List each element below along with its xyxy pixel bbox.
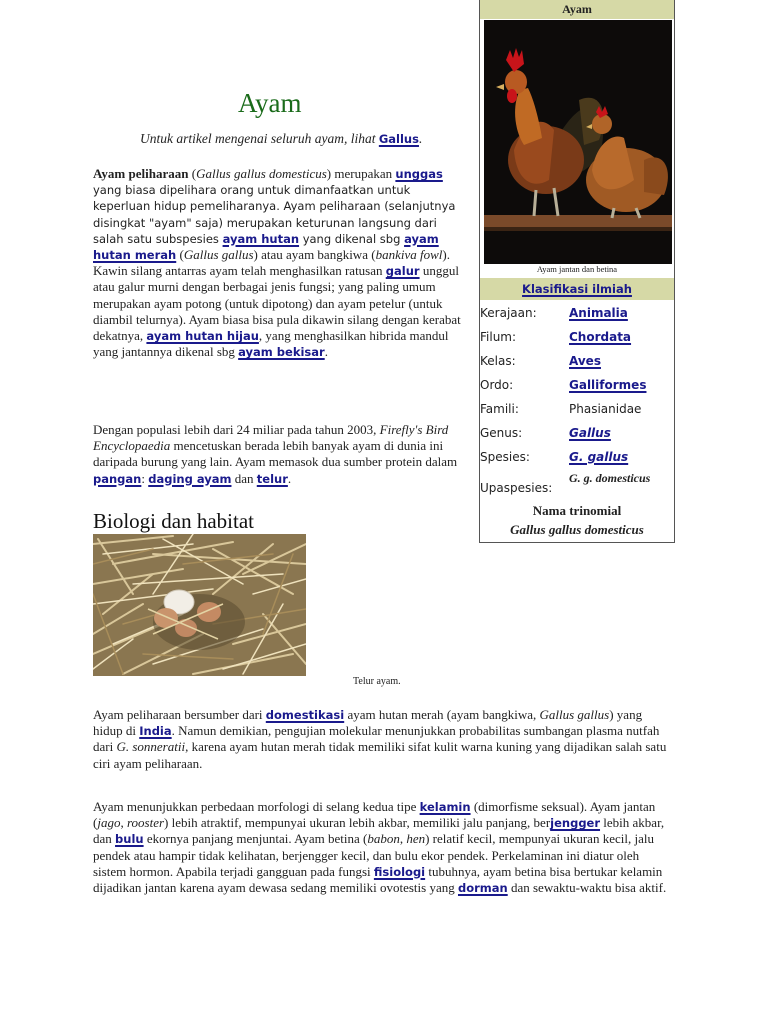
biology-paragraph-2: Ayam menunjukkan perbedaan morfologi di selang kedua tipe kelamin (dimorfisme seksual). Ayam jantan (jago, rooster) lebih atraktif, mempunyai ukuran lebih akbar, memiliki jalu panjang, berjengger lebih akbar, dan bulu ekornya panjang menjuntai. Ayam betina (babon, hen) relatif kecil, mempunyai ukuran kecil, jalu pendek atau hampir tidak kelihatan, berjengger kecil, dan bulu ekor pendek. Perkelaminan ini diatur oleh sistem hormon. Apabila terjadi gangguan pada fungsi fisiologi tubuhnya, ayam betina bisa bertukar kelamin dijadikan jantan karena ayam dewasa sedang memiliki ovotestis yang dorman dan sewaktu-waktu bisa aktif. (93, 799, 667, 896)
rank-label: Upaspesies: (480, 481, 553, 495)
section-heading-biology: Biologi dan habitat (93, 509, 254, 533)
taxon-link-chordata[interactable]: Chordata (569, 330, 632, 344)
link-fisiologi[interactable]: fisiologi (373, 864, 426, 879)
rank-label: Kerajaan: (480, 306, 537, 320)
link-domestikasi[interactable]: domestikasi (265, 708, 345, 722)
taxonomy-row-kerajaan (480, 304, 674, 328)
taxobox-title: Ayam (480, 0, 674, 19)
image-caption-telur: Telur ayam. (353, 676, 401, 687)
link-kelamin[interactable]: kelamin (419, 800, 471, 814)
link-ayam-hutan[interactable]: ayam hutan (222, 231, 300, 246)
link-jengger[interactable]: jengger (550, 816, 601, 831)
population-paragraph: Dengan populasi lebih dari 24 miliar pada tahun 2003, Firefly's Bird Encyclopaedia mencetuskan berada lebih banyak ayam di dunia ini daripada burung yang lain. Ayam memasok dua sumber protein dalam pangan: daging ayam dan telur. (93, 422, 458, 486)
taxon-link-galliformes[interactable]: Galliformes (569, 378, 647, 392)
link-gallus[interactable]: Gallus (378, 132, 419, 146)
article-title: Ayam (238, 88, 302, 118)
biology-paragraph-1: Ayam peliharaan bersumber dari domestikasi ayam hutan merah (ayam bangkiwa, Gallus gallus) yang hidup di India. Namun demikian, pengujian molekular menunjukkan probabilitas sumbangan plasma nutfah dari G. sonneratii, karena ayam hutan merah tidak memiliki sifat kulit warna kuning yang dijadikan salah satu ciri ayam peliharaan. (93, 707, 667, 771)
rank-label: Filum: (480, 330, 517, 344)
rooster-and-hen-photo (484, 20, 672, 264)
link-telur[interactable]: telur (256, 471, 288, 486)
taxon-link-animalia[interactable]: Animalia (569, 306, 628, 320)
link-india[interactable]: India (139, 724, 172, 739)
trinomial-label: Nama trinomial (532, 503, 622, 518)
link-pangan[interactable]: pangan (93, 471, 142, 486)
taxonomy-row-ordo (480, 376, 674, 400)
link-klasifikasi-ilmiah[interactable]: Klasifikasi ilmiah (522, 282, 632, 296)
egg-nest-image (93, 534, 306, 676)
rank-label: Spesies: (480, 450, 530, 464)
taxonomy-row-kelas (480, 352, 674, 376)
link-unggas[interactable]: unggas (395, 167, 443, 181)
taxonomy-row-genus (480, 424, 674, 448)
taxonomy-rows (480, 304, 674, 506)
link-galur[interactable]: galur (385, 264, 420, 279)
intro-paragraph: Ayam peliharaan (Gallus gallus domesticus) merupakan unggas yang biasa dipelihara orang untuk dimanfaatkan untuk keperluan hidup pemeliharanya. Ayam peliharaan (selanjutnya disingkat "ayam" saja) merupakan keturunan langsung dari salah satu subspesies ayam hutan yang dikenal sbg ayam hutan merah (Gallus gallus) atau ayam bangkiwa (bankiva fowl). Kawin silang antarras ayam telah menghasilkan ratusan galur unggul atau galur murni dengan berbagai jenis fungsi; yang paling umum merupakan ayam potong (untuk dipotong) dan ayam petelur (untuk diambil telurnya). Ayam biasa bisa pula dikawin silang dengan kerabat dekatnya, ayam hutan hijau, yang menghasilkan hibrida mandul yang jantannya dikenal sbg ayam bekisar. (93, 166, 461, 360)
rank-label: Ordo: (480, 378, 514, 392)
link-daging-ayam[interactable]: daging ayam (148, 471, 232, 486)
taxonomy-row-upaspesies (480, 472, 674, 506)
taxonomy-row-famili (480, 400, 674, 424)
taxon-link-gallus[interactable]: Gallus (569, 426, 611, 440)
link-ayam-hutan-merah[interactable]: ayam hutan merah (93, 231, 439, 263)
link-ayam-hutan-hijau[interactable]: ayam hutan hijau (146, 329, 259, 344)
rank-label: Kelas: (480, 354, 516, 368)
link-bulu[interactable]: bulu (115, 832, 144, 847)
taxon-name-domesticus: G. g. domesticus (569, 471, 651, 485)
link-dorman[interactable]: dorman (457, 881, 508, 896)
taxon-link-aves[interactable]: Aves (569, 354, 601, 368)
taxonomy-row-filum (480, 328, 674, 352)
classification-header (480, 278, 674, 300)
taxon-link-g-gallus[interactable]: G. gallus (569, 450, 629, 464)
rank-label: Famili: (480, 402, 519, 416)
taxobox-image-caption: Ayam jantan dan betina (536, 264, 618, 274)
link-ayam-bekisar[interactable]: ayam bekisar (238, 345, 325, 360)
trinomial-name: Gallus gallus domesticus (510, 522, 644, 537)
taxonomy-row-spesies (480, 448, 674, 472)
disambiguation-note: Untuk artikel mengenai seluruh ayam, lihat Gallus. (140, 131, 423, 146)
taxobox (479, 0, 675, 543)
taxon-name-phasianidae: Phasianidae (569, 402, 642, 416)
rank-label: Genus: (480, 426, 523, 440)
